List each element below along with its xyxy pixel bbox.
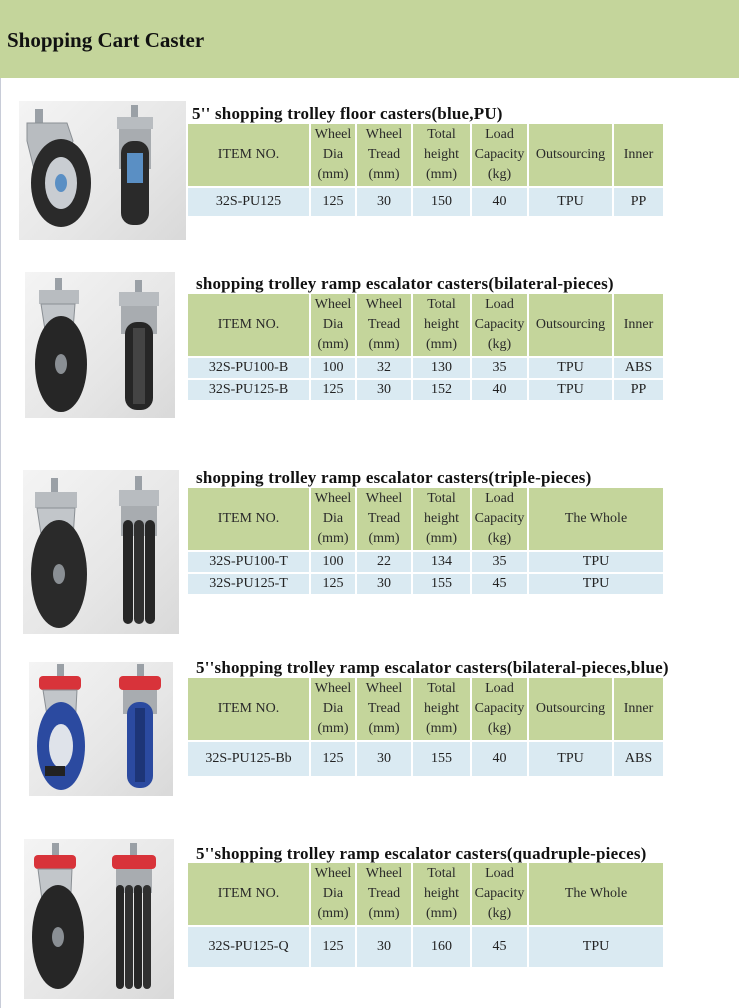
cell-tread: 32 — [357, 358, 411, 378]
col-load-capacity: Load Capacity (kg) — [472, 863, 527, 925]
product-title: shopping trolley ramp escalator casters(triple-pieces) — [196, 468, 592, 487]
caster-photo-blue-pu — [19, 101, 186, 240]
cell-item: 32S-PU100-T — [188, 552, 309, 572]
cell-item: 32S-PU125-B — [188, 380, 309, 400]
cell-inner: ABS — [614, 742, 663, 776]
cell-tread: 30 — [357, 742, 411, 776]
cell-item: 32S-PU125 — [188, 188, 309, 216]
cell-height: 130 — [413, 358, 470, 378]
table-row — [188, 574, 663, 594]
cell-dia: 125 — [311, 742, 355, 776]
cell-outsourcing: TPU — [529, 358, 612, 378]
cell-dia: 125 — [311, 380, 355, 400]
cell-height: 155 — [413, 742, 470, 776]
cell-load: 40 — [472, 188, 527, 216]
col-the-whole: The Whole — [529, 488, 663, 550]
cell-load: 40 — [472, 742, 527, 776]
table-row — [188, 927, 663, 967]
table-row — [188, 358, 663, 378]
spec-table — [186, 678, 665, 776]
cell-load: 35 — [472, 358, 527, 378]
cell-item: 32S-PU125-T — [188, 574, 309, 594]
cell-height: 155 — [413, 574, 470, 594]
cell-dia: 100 — [311, 552, 355, 572]
product-title: 5'' shopping trolley floor casters(blue,PU) — [192, 104, 503, 123]
col-wheel-dia: Wheel Dia (mm) — [311, 488, 355, 550]
cell-height: 134 — [413, 552, 470, 572]
col-item-no: ITEM NO. — [188, 294, 309, 356]
cell-inner: PP — [614, 188, 663, 216]
cell-dia: 125 — [311, 574, 355, 594]
spec-table — [186, 488, 665, 594]
col-load-capacity: Load Capacity (kg) — [472, 678, 527, 740]
col-outsourcing: Outsourcing — [529, 124, 612, 186]
product-title: shopping trolley ramp escalator casters(bilateral-pieces) — [196, 274, 614, 293]
cell-load: 45 — [472, 927, 527, 967]
cell-outsourcing: TPU — [529, 188, 612, 216]
col-item-no: ITEM NO. — [188, 124, 309, 186]
caster-photo-quadruple — [24, 839, 174, 999]
cell-load: 35 — [472, 552, 527, 572]
cell-tread: 30 — [357, 380, 411, 400]
col-inner: Inner — [614, 124, 663, 186]
cell-height: 152 — [413, 380, 470, 400]
col-item-no: ITEM NO. — [188, 863, 309, 925]
table-row — [188, 188, 663, 216]
col-inner: Inner — [614, 678, 663, 740]
page-title: Shopping Cart Caster — [7, 28, 205, 52]
cell-outsourcing: TPU — [529, 742, 612, 776]
cell-dia: 125 — [311, 927, 355, 967]
table-row — [188, 380, 663, 400]
col-wheel-tread: Wheel Tread (mm) — [357, 678, 411, 740]
cell-whole: TPU — [529, 574, 663, 594]
col-item-no: ITEM NO. — [188, 678, 309, 740]
col-wheel-tread: Wheel Tread (mm) — [357, 863, 411, 925]
cell-item: 32S-PU125-Bb — [188, 742, 309, 776]
col-inner: Inner — [614, 294, 663, 356]
cell-inner: ABS — [614, 358, 663, 378]
col-the-whole: The Whole — [529, 863, 663, 925]
cell-whole: TPU — [529, 552, 663, 572]
caster-photo-triple — [23, 470, 179, 634]
col-total-height: Total height (mm) — [413, 488, 470, 550]
col-wheel-tread: Wheel Tread (mm) — [357, 124, 411, 186]
cell-tread: 30 — [357, 574, 411, 594]
header-bar — [0, 0, 739, 78]
col-wheel-dia: Wheel Dia (mm) — [311, 678, 355, 740]
col-wheel-dia: Wheel Dia (mm) — [311, 863, 355, 925]
cell-item: 32S-PU125-Q — [188, 927, 309, 967]
caster-photo-bilateral — [25, 272, 175, 418]
cell-inner: PP — [614, 380, 663, 400]
table-row — [188, 742, 663, 776]
col-load-capacity: Load Capacity (kg) — [472, 488, 527, 550]
spec-table — [186, 863, 665, 967]
cell-load: 40 — [472, 380, 527, 400]
col-wheel-dia: Wheel Dia (mm) — [311, 294, 355, 356]
spec-table — [186, 294, 665, 400]
product-title: 5''shopping trolley ramp escalator casters(bilateral-pieces,blue) — [196, 658, 669, 677]
col-wheel-dia: Wheel Dia (mm) — [311, 124, 355, 186]
col-outsourcing: Outsourcing — [529, 294, 612, 356]
cell-height: 150 — [413, 188, 470, 216]
cell-load: 45 — [472, 574, 527, 594]
cell-item: 32S-PU100-B — [188, 358, 309, 378]
col-total-height: Total height (mm) — [413, 863, 470, 925]
cell-height: 160 — [413, 927, 470, 967]
col-wheel-tread: Wheel Tread (mm) — [357, 488, 411, 550]
col-item-no: ITEM NO. — [188, 488, 309, 550]
cell-tread: 30 — [357, 188, 411, 216]
product-title: 5''shopping trolley ramp escalator casters(quadruple-pieces) — [196, 844, 647, 863]
cell-tread: 30 — [357, 927, 411, 967]
col-total-height: Total height (mm) — [413, 678, 470, 740]
cell-whole: TPU — [529, 927, 663, 967]
cell-tread: 22 — [357, 552, 411, 572]
cell-dia: 100 — [311, 358, 355, 378]
col-outsourcing: Outsourcing — [529, 678, 612, 740]
col-total-height: Total height (mm) — [413, 294, 470, 356]
table-row — [188, 552, 663, 572]
col-wheel-tread: Wheel Tread (mm) — [357, 294, 411, 356]
col-load-capacity: Load Capacity (kg) — [472, 124, 527, 186]
col-total-height: Total height (mm) — [413, 124, 470, 186]
caster-photo-bilateral-blue — [29, 662, 173, 796]
cell-dia: 125 — [311, 188, 355, 216]
col-load-capacity: Load Capacity (kg) — [472, 294, 527, 356]
cell-outsourcing: TPU — [529, 380, 612, 400]
spec-table — [186, 124, 665, 216]
